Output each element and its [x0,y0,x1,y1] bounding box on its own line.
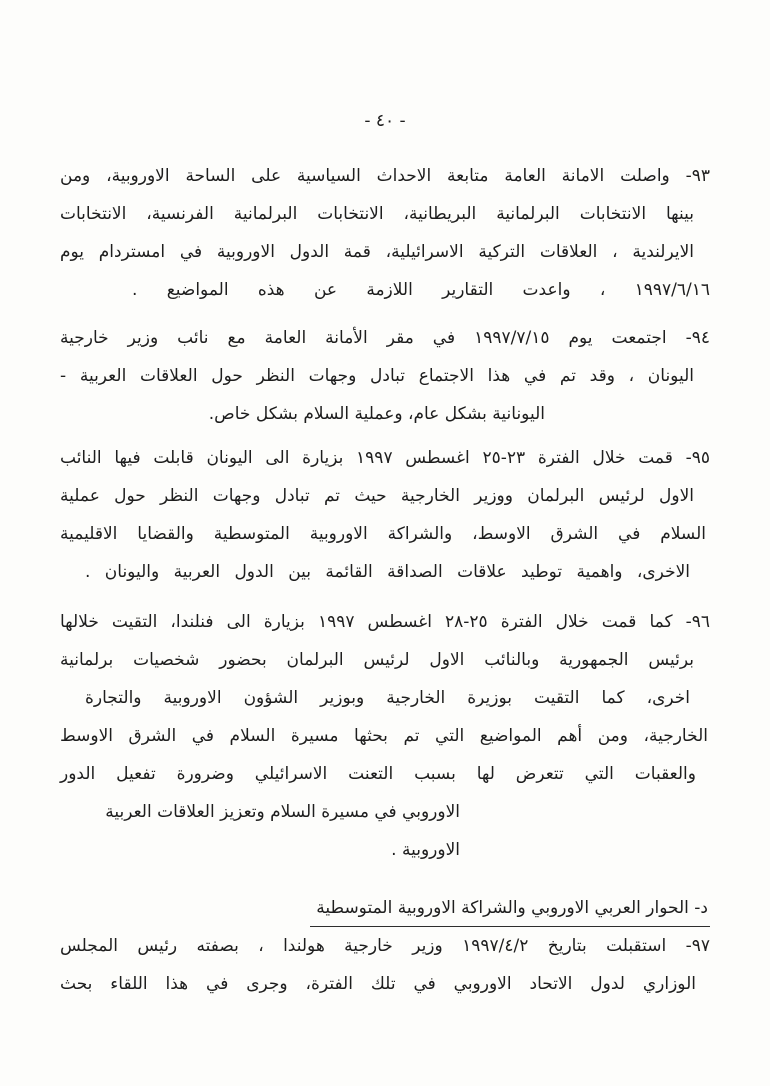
paragraph-97 [60,927,710,1003]
document-body [60,157,710,1003]
page-number: - ٤٠ - [364,111,406,131]
text-line: ٩٦- كما قمت خلال الفترة ٢٥-٢٨ اغسطس ١٩٩٧ بزيارة الى فنلندا، التقيت خلالها [60,612,710,632]
paragraph-96 [60,603,710,869]
section-heading [60,889,710,927]
text-line: بينها الانتخابات البرلمانية البريطانية، الانتخابات البرلمانية الفرنسية، الانتخابات [60,204,694,224]
text-line: الاول لرئيس البرلمان ووزير الخارجية حيث تم تبادل وجهات النظر حول عملية [60,486,694,506]
text-line: والعقبات التي تتعرض لها بسبب التعنت الاسرائيلي وضرورة تفعيل الدور [60,764,696,784]
paragraph-93 [60,157,710,309]
text-line: اليونانية بشكل عام، وعملية السلام بشكل خاص. [208,404,545,424]
text-line: ٩٣- واصلت الامانة العامة متابعة الاحداث السياسية على الساحة الاوروبية، ومن [60,166,710,186]
text-line: ١٩٩٧/٦/١٦ ، واعدت التقارير اللازمة عن هذه المواضيع . [132,280,710,300]
text-line: برئيس الجمهورية وبالنائب الاول لرئيس البرلمان بحضور شخصيات برلمانية [60,650,694,670]
section-heading-text: د- الحوار العربي الاوروبي والشراكة الاوروبية المتوسطية [310,894,710,927]
text-line: ٩٤- اجتمعت يوم ١٩٩٧/٧/١٥ في مقر الأمانة العامة مع نائب وزير خارجية [60,328,711,348]
paragraph-95 [60,439,710,591]
text-line: اخرى، كما التقيت بوزيرة الخارجية وبوزير الشؤون الاوروبية والتجارة [85,688,690,708]
text-line: ٩٥- قمت خلال الفترة ٢٣-٢٥ اغسطس ١٩٩٧ بزيارة الى اليونان قابلت فيها النائب [60,448,710,468]
text-line: اليونان ، وقد تم في هذا الاجتماع تبادل وجهات النظر حول العلاقات العربية - [60,366,694,386]
text-line: الخارجية، ومن أهم المواضيع التي تم بحثها مسيرة السلام في الشرق الاوسط [60,726,708,746]
text-line: الوزاري لدول الاتحاد الاوروبي في تلك الفترة، وجرى في هذا اللقاء بحث [60,974,696,994]
text-line: السلام في الشرق الاوسط، والشراكة الاوروبية المتوسطية والقضايا الاقليمية [60,524,706,544]
paragraph-94 [60,319,710,433]
text-line: الايرلندية ، العلاقات التركية الاسرائيلية، قمة الدول الاوروبية في امستردام يوم [60,242,694,262]
text-line: الاوروبي في مسيرة السلام وتعزيز العلاقات العربية الاوروبية . [105,802,460,860]
text-line: الاخرى، واهمية توطيد علاقات الصداقة القائمة بين الدول العربية واليونان . [85,562,690,582]
text-line: ٩٧- استقبلت بتاريخ ١٩٩٧/٤/٢ وزير خارجية هولندا ، بصفته رئيس المجلس [60,936,711,956]
